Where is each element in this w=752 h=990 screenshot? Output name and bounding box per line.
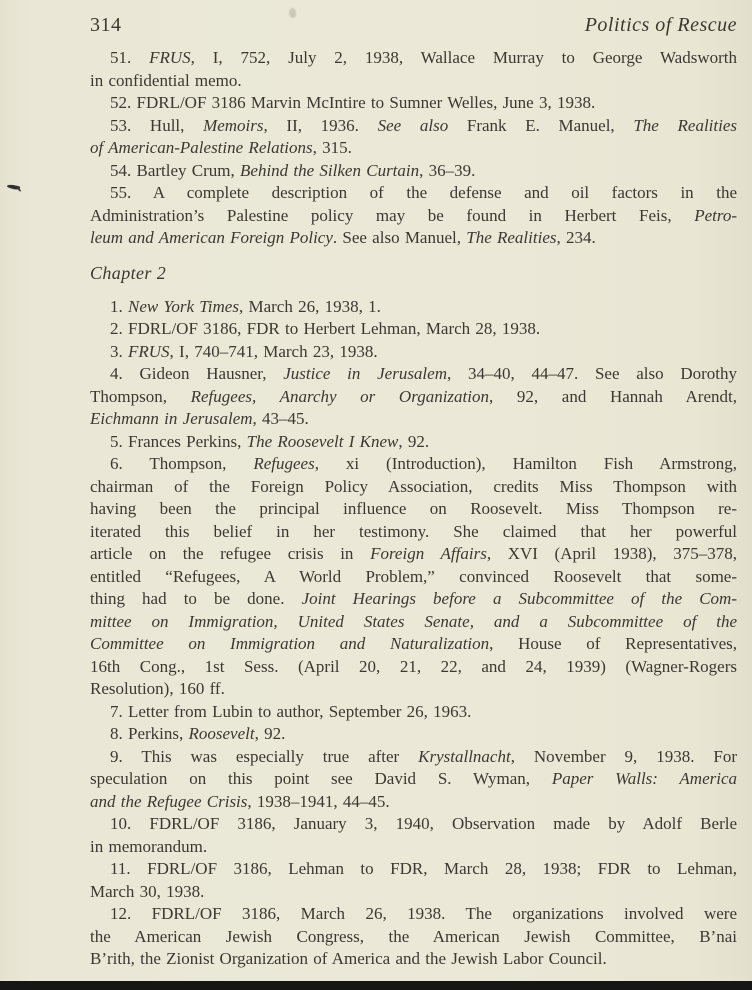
note [90,813,737,858]
note-line: in confidential memo. [90,70,242,90]
chapter-2-heading: Chapter 2 [90,262,167,283]
page-header [90,12,737,39]
note-line: of American-Palestine Relations, 315. [90,138,352,157]
note-line: 1. New York Times, March 26, 1938, 1. [110,296,381,316]
note-line: March 30, 1938. [90,881,205,901]
note [90,723,737,746]
note-line: 53. Hull, Memoirs, II, 1936. See also Frank E. Manuel, The Realities [110,115,737,135]
note [90,318,737,341]
scan-edge-bar [0,981,752,990]
note-line: 2. FDRL/OF 3186, FDR to Herbert Lehman, March 28, 1938. [110,319,541,338]
note [90,701,737,724]
note-line: 3. FRUS, I, 740–741, March 23, 1938. [110,341,378,361]
note-line: in memorandum. [90,836,208,856]
note-line: speculation on this point see David S. Wyman, Paper Walls: America [90,769,737,788]
page-number: 314 [90,14,122,36]
note-line: article on the refugee crisis in Foreign Affairs, XVI (April 1938), 375–378, [90,544,737,563]
note-line: and the Refugee Crisis, 1938–1941, 44–45. [90,791,390,811]
chapter-1-notes-list [90,47,737,250]
note [90,858,737,903]
note [90,92,737,115]
note [90,47,737,92]
note [90,453,737,701]
note [90,431,737,454]
note-line: Eichmann in Jerusalem, 43–45. [90,409,309,428]
note-line: Resolution), 160 ff. [90,679,225,698]
note [90,341,737,364]
note-line: 54. Bartley Crum, Behind the Silken Curtain, 36–39. [110,160,476,180]
note-line: 52. FDRL/OF 3186 Marvin McIntire to Sumner Welles, June 3, 1938. [110,93,596,112]
note-line: Administration’s Palestine policy may be found in Herbert Feis, Petro- [90,205,737,225]
note-line: thing had to be done. Joint Hearings before a Subcommittee of the Com- [90,589,737,608]
note-line: 5. Frances Perkins, The Roosevelt I Knew, 92. [110,431,430,451]
note-line: entitled “Refugees, A World Problem,” convinced Roosevelt that some- [90,566,737,586]
note [90,182,737,250]
note-line: B’rith, the Zionist Organization of America and the Jewish Labor Council. [90,949,607,968]
note [90,160,737,183]
note-line: having been the principal influence on Roosevelt. Miss Thompson re- [90,499,737,518]
note-line: 7. Letter from Lubin to author, September 26, 1963. [110,701,472,721]
note-line: Committee on Immigration and Naturalization, House of Representatives, [90,634,737,653]
margin-pen-mark [7,183,21,190]
note-line: the American Jewish Congress, the American Jewish Committee, B’nai [90,926,737,946]
note-line: mittee on Immigration, United States Senate, and a Subcommittee of the [90,611,737,631]
note-line: 9. This was especially true after Krystallnacht, November 9, 1938. For [110,746,737,766]
book-page [90,12,737,971]
note [90,115,737,160]
note-line: 8. Perkins, Roosevelt, 92. [110,724,286,743]
note-line: 12. FDRL/OF 3186, March 26, 1938. The organizations involved were [110,904,737,923]
note [90,903,737,971]
note-line: 51. FRUS, I, 752, July 2, 1938, Wallace Murray to George Wadsworth [110,48,737,67]
note-line: Thompson, Refugees, Anarchy or Organization, 92, and Hannah Arendt, [90,386,737,406]
note-line: 6. Thompson, Refugees, xi (Introduction), Hamilton Fish Armstrong, [110,454,737,473]
note-line: 10. FDRL/OF 3186, January 3, 1940, Observation made by Adolf Berle [110,814,737,833]
chapter-2-notes-list [90,296,737,971]
note [90,296,737,319]
note-line: leum and American Foreign Policy. See also Manuel, The Realities, 234. [90,228,596,247]
note-line: chairman of the Foreign Policy Association, credits Miss Thompson with [90,476,737,496]
note-line: 55. A complete description of the defense and oil factors in the [110,183,737,202]
note-line: 4. Gideon Hausner, Justice in Jerusalem, 34–40, 44–47. See also Dorothy [110,364,737,383]
note [90,363,737,431]
note [90,746,737,814]
note-line: 16th Cong., 1st Sess. (April 20, 21, 22, and 24, 1939) (Wagner-Rogers [90,656,737,676]
running-title: Politics of Rescue [584,14,737,36]
note-line: 11. FDRL/OF 3186, Lehman to FDR, March 28, 1938; FDR to Lehman, [110,859,737,878]
note-line: iterated this belief in her testimony. She claimed that her powerful [90,521,737,541]
